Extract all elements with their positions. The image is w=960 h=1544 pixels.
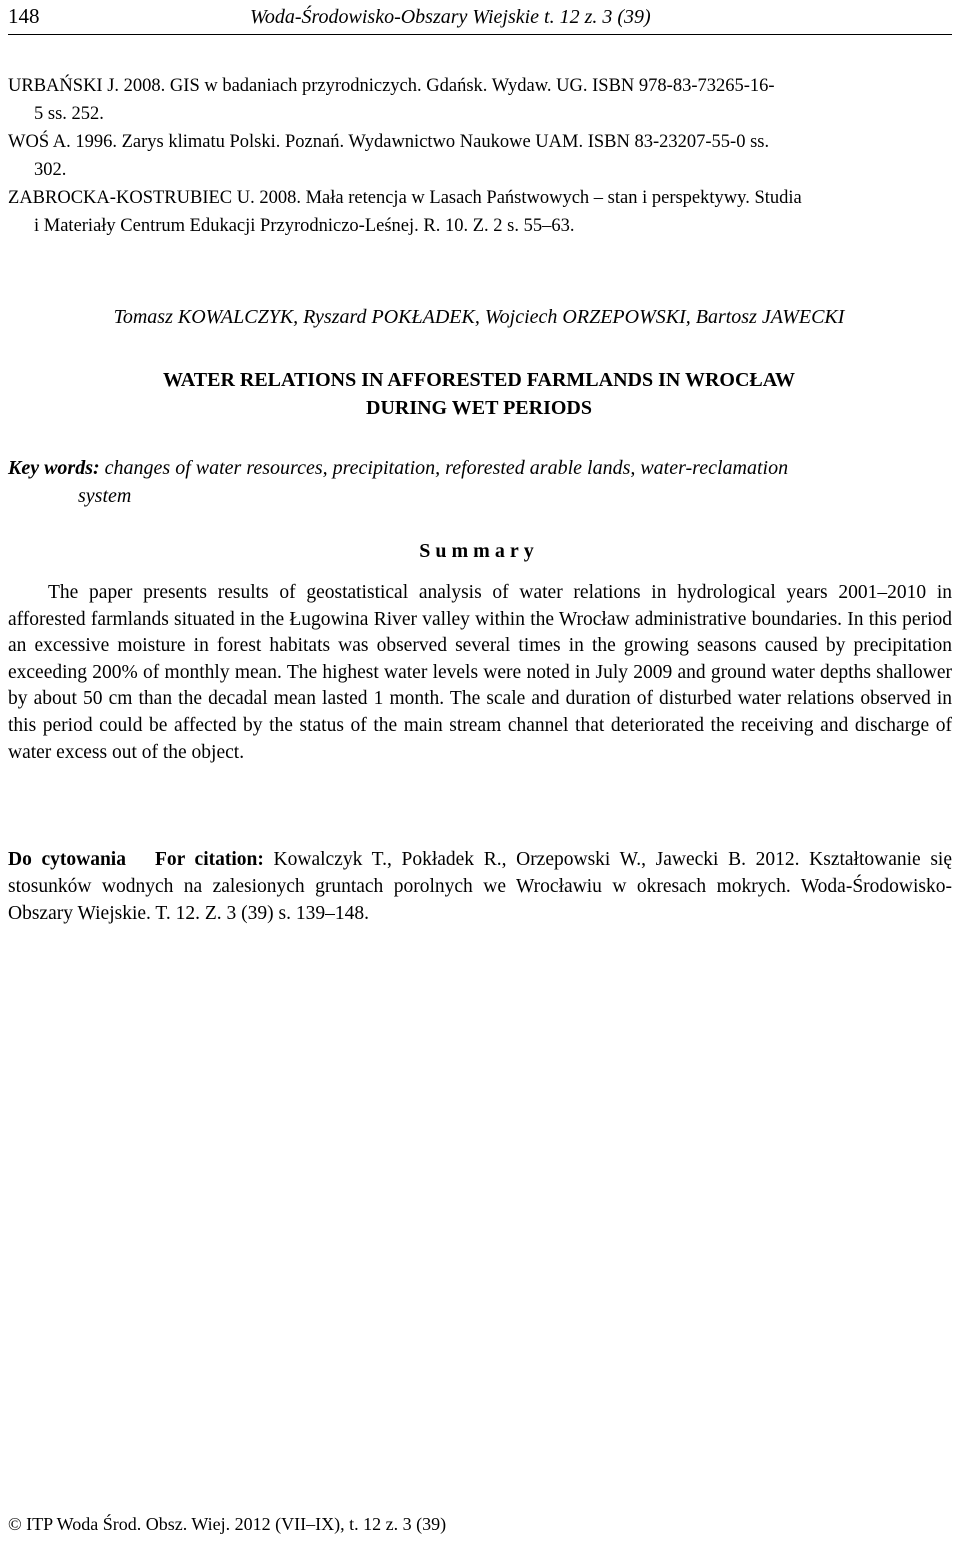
- page-number: 148: [8, 4, 40, 28]
- reference-item: WOŚ A. 1996. Zarys klimatu Polski. Poznań. Wydawnictwo Naukowe UAM. ISBN 83-23207-55-0 ss. 302.: [8, 132, 770, 180]
- keywords: Key words: changes of water resources, precipitation, reforested arable lands, water-reclamation system: [8, 457, 789, 507]
- journal-title: Woda-Środowisko-Obszary Wiejskie t. 12 z. 3 (39): [250, 6, 651, 28]
- citation-text: Kowalczyk T., Pokładek R., Orzepowski W., Jawecki B. 2012. Kształtowanie się stosunków wodnych na zalesionych gruntach porolnych we Wrocławiu w okresach mokrych. Woda-Środowisko-Obszary Wiejskie. T. 12. Z. 3 (39) s. 139–148.: [8, 849, 953, 924]
- reference-item: URBAŃSKI J. 2008. GIS w badaniach przyrodniczych. Gdańsk. Wydaw. UG. ISBN 978-83-73265-16- 5 ss. 252.: [8, 76, 775, 124]
- keywords-label: Key words:: [8, 457, 100, 479]
- reference-item: ZABROCKA-KOSTRUBIEC U. 2008. Mała retencja w Lasach Państwowych – stan i perspektywy. Studia i Materiały Centrum Edukacji Przyrodniczo-Leśnej. R. 10. Z. 2 s. 55–63.: [8, 188, 802, 236]
- citation: [8, 846, 952, 927]
- summary-text: The paper presents results of geostatistical analysis of water relations in hydrological years 2001–2010 in afforested farmlands situated in the Ługowina River valley within the Wrocław administrative boundaries. In this period an excessive moisture in forest habitats was observed several times in the growing seasons caused by precipitation exceeding 200% of monthly mean. The highest water levels were noted in July 2009 and ground water depths shallower by about 50 cm than the decadal mean lasted 1 month. The scale and duration of disturbed water relations observed in this period could be affected by the status of the main stream channel that deteriorated the receiving and discharge of water excess out of the object.: [8, 582, 952, 763]
- english-title: WATER RELATIONS IN AFFORESTED FARMLANDS IN WROCŁAW DURING WET PERIODS: [163, 369, 795, 419]
- summary-heading: Summary: [419, 540, 539, 562]
- copyright-footer: © ITP Woda Środ. Obsz. Wiej. 2012 (VII–IX), t. 12 z. 3 (39): [8, 1514, 447, 1534]
- authors-line: Tomasz KOWALCZYK, Ryszard POKŁADEK, Wojciech ORZEPOWSKI, Bartosz JAWECKI: [113, 306, 845, 328]
- reference-list: [8, 72, 950, 240]
- running-header: [8, 4, 952, 35]
- citation-label-pl: Do cytowania: [8, 849, 126, 870]
- citation-label-en: For citation:: [154, 849, 264, 870]
